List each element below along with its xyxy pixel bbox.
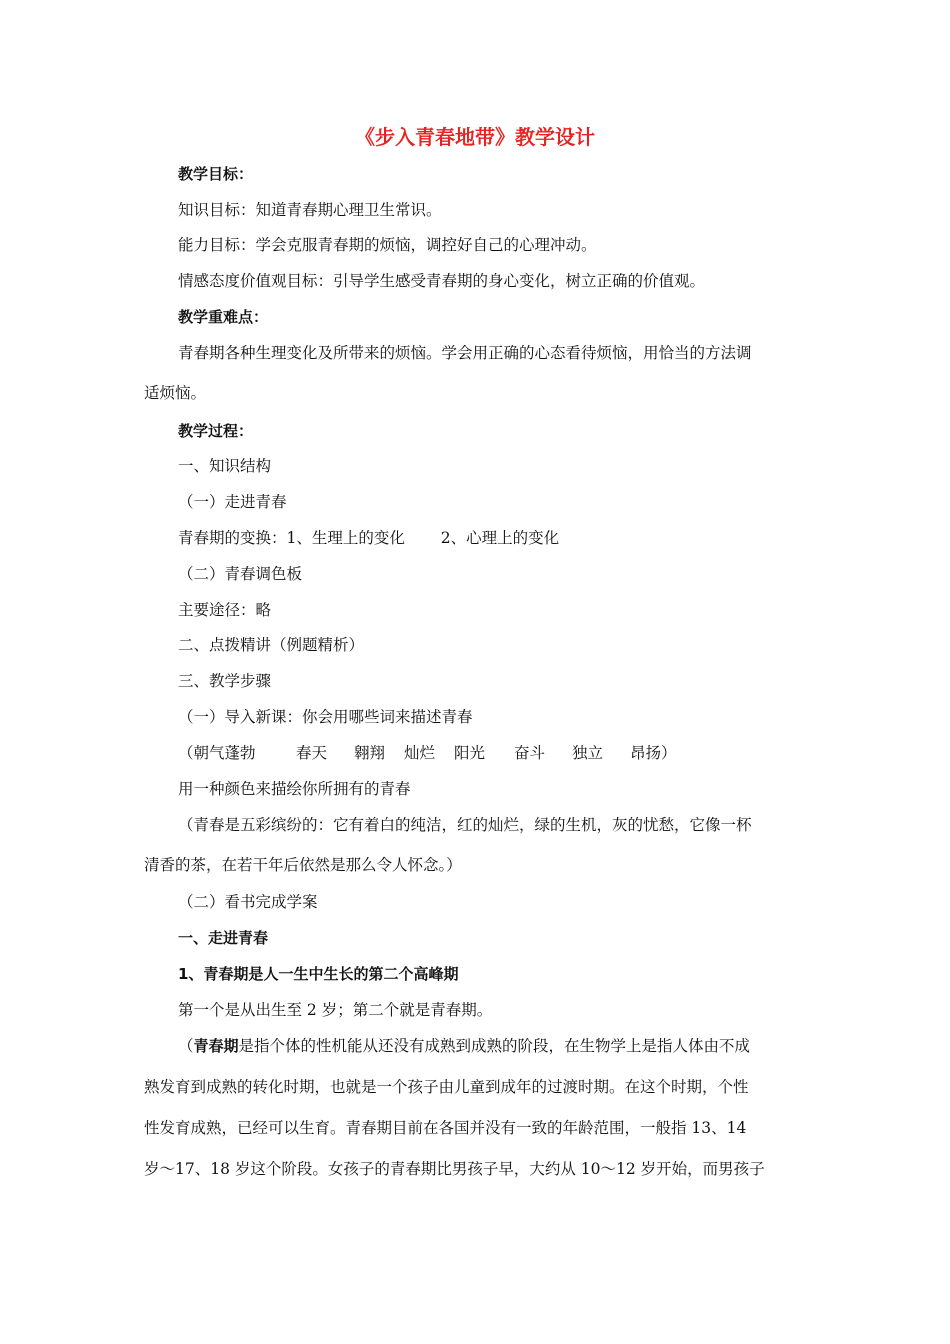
- youth-word: 灿烂: [404, 744, 436, 762]
- values-goal: 情感态度价值观目标：引导学生感受青春期的身心变化，树立正确的价值观。: [178, 272, 706, 290]
- youth-word: 阳光: [454, 744, 486, 762]
- subsection-youth-palette: （二）青春调色板: [178, 565, 303, 583]
- youth-word: 翱翔: [354, 744, 386, 762]
- point-1-text: 第一个是从出生至 2 岁；第二个就是青春期。: [178, 1001, 493, 1019]
- youth-word: 奋斗: [514, 744, 546, 762]
- definition-open-paren: （: [178, 1037, 194, 1055]
- key-points-heading: 教学重难点：: [178, 308, 269, 326]
- definition-line-2: 熟发育到成熟的转化时期，也就是一个孩子由儿童到成年的过渡时期。在这个时期，个性: [144, 1078, 749, 1096]
- definition-term: 青春期: [193, 1037, 239, 1055]
- color-prompt: 用一种颜色来描绘你所拥有的青春: [178, 780, 411, 798]
- color-answer-line-2: 清香的茶，在若干年后依然是那么令人怀念。）: [144, 856, 462, 874]
- section-guided-lecture: 二、点拨精讲（例题精析）: [178, 636, 365, 654]
- color-answer-line-1: （青春是五彩缤纷的：它有着白的纯洁，红的灿烂，绿的生机，灰的忧愁，它像一杯: [178, 816, 752, 834]
- ability-goal: 能力目标：学会克服青春期的烦恼，调控好自己的心理冲动。: [178, 236, 597, 254]
- point-1-heading: 1、青春期是人一生中生长的第二个高峰期: [178, 965, 459, 983]
- youth-word: （朝气蓬勃: [178, 744, 256, 762]
- youth-word: 昂扬）: [630, 744, 677, 762]
- youth-changes: 青春期的变换：1、生理上的变化 2、心理上的变化: [178, 529, 560, 547]
- section-knowledge-structure: 一、知识结构: [178, 457, 272, 475]
- youth-word: 春天: [296, 744, 328, 762]
- definition-line-1-text: 是指个体的性机能从还没有成熟到成熟的阶段，在生物学上是指人体由不成: [238, 1037, 751, 1055]
- youth-word: 独立: [572, 744, 604, 762]
- part-enter-youth-heading: 一、走进青春: [178, 929, 269, 947]
- step-introduction: （一）导入新课：你会用哪些词来描述青春: [178, 708, 473, 726]
- key-points-line-2: 适烦恼。: [144, 384, 207, 402]
- objectives-heading: 教学目标：: [178, 165, 254, 183]
- key-points-line-1: 青春期各种生理变化及所带来的烦恼。学会用正确的心态看待烦恼，用恰当的方法调: [178, 344, 752, 362]
- youth-words-list: [178, 742, 698, 764]
- main-route: 主要途径：略: [178, 601, 272, 619]
- process-heading: 教学过程：: [178, 422, 254, 440]
- subsection-enter-youth: （一）走进青春: [178, 493, 287, 511]
- definition-line-4: 岁～17、18 岁这个阶段。女孩子的青春期比男孩子早，大约从 10～12 岁开始，而男孩子: [144, 1160, 765, 1178]
- document-title: 《步入青春地带》教学设计: [355, 125, 595, 149]
- knowledge-goal: 知识目标：知道青春期心理卫生常识。: [178, 201, 442, 219]
- section-teaching-steps: 三、教学步骤: [178, 672, 272, 690]
- definition-line-1: [178, 1035, 750, 1057]
- step-read-book: （二）看书完成学案: [178, 893, 318, 911]
- definition-line-3: 性发育成熟，已经可以生育。青春期目前在各国并没有一致的年龄范围，一般指 13、14: [144, 1119, 747, 1137]
